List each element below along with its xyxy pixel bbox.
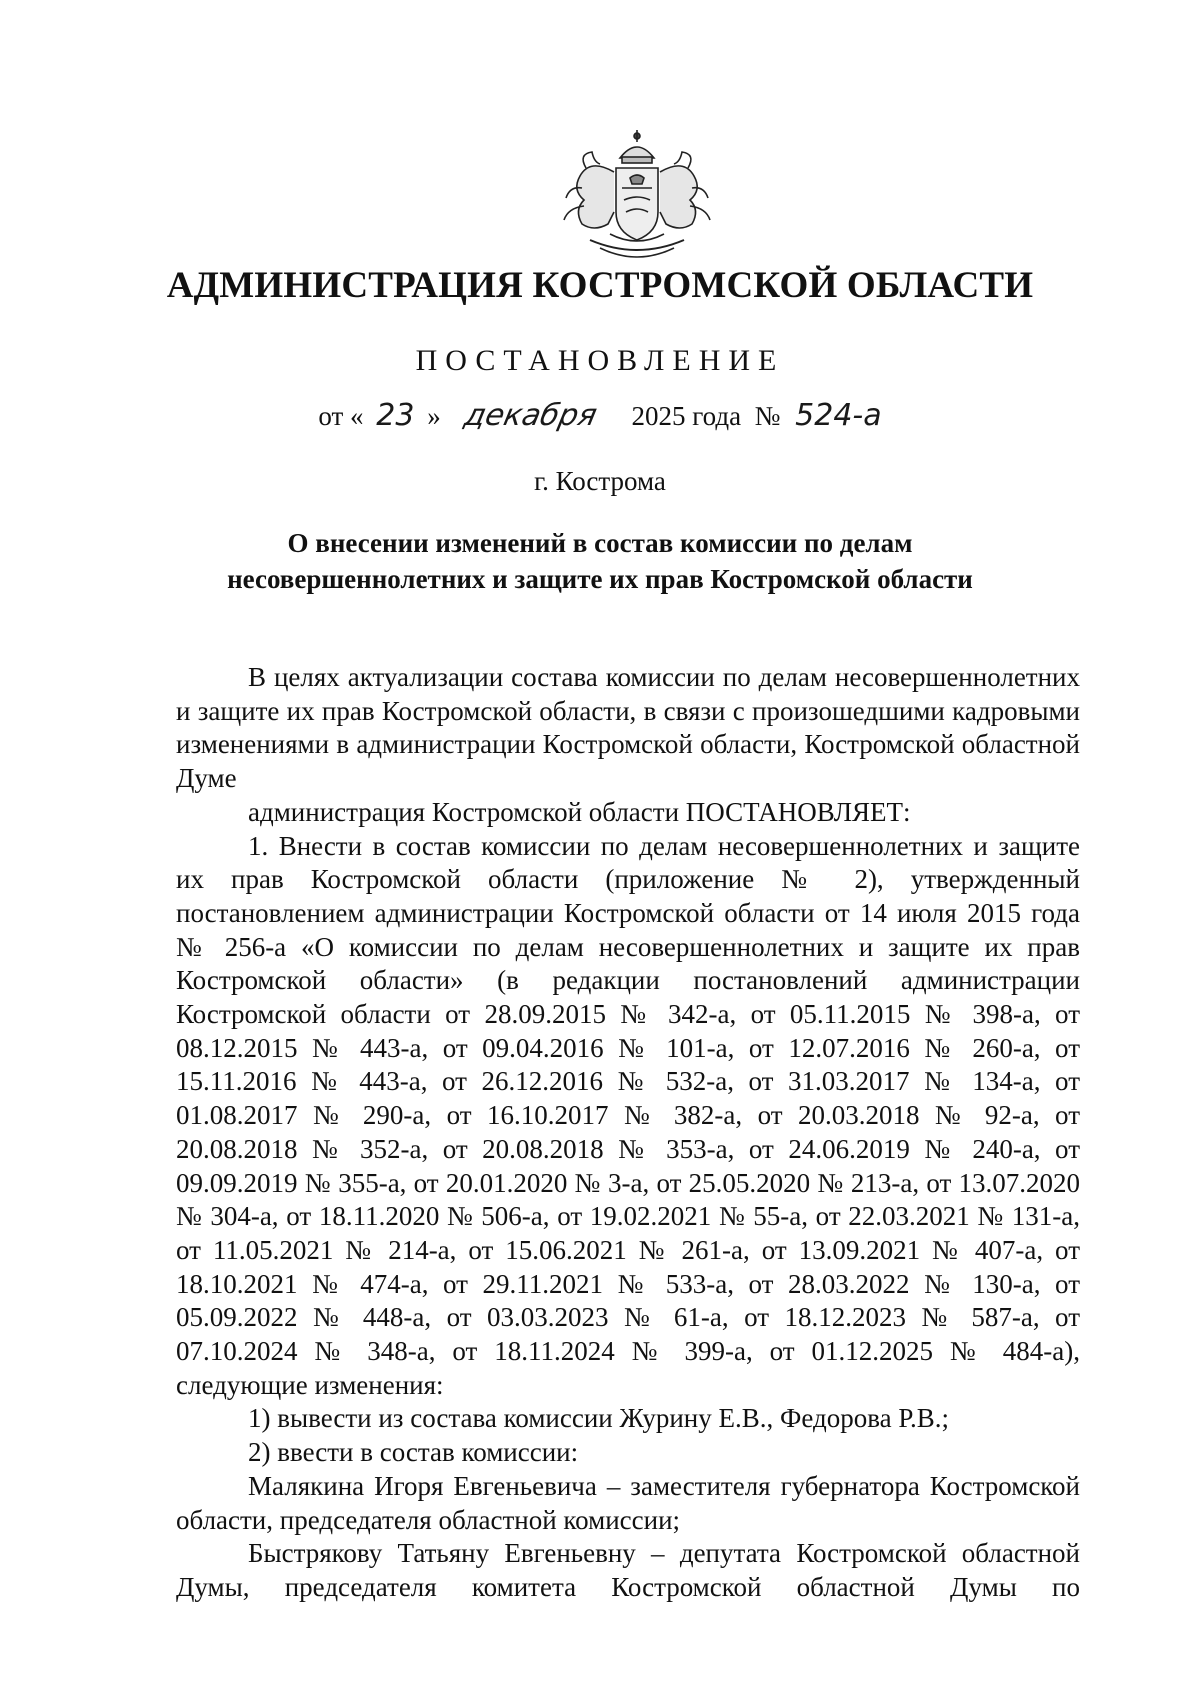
paragraph-preamble: В целях актуализации состава комиссии по делам несовершеннолетних и защите их прав Костромской области, в связи с произошедшими кадровыми изменениями в администрации Костромской области, Костромской областной Думе <box>176 662 1080 794</box>
paragraph-item-1: 1. Внести в состав комиссии по делам несовершеннолетних и защите их прав Костромской области (приложение № 2), утвержденный постановлением администрации Костромской области от 14 июля 2015 года № 256-а «О комиссии по делам несовершеннолетних и защите их прав Костромской области» (в редакции постановлений администрации Костромской области от 28.09.2015 № 342-а, от 05.11.2015 № 398-а, от 08.12.2015 № 443-а, от 09.04.2016 № 101-а, от 12.07.2016 № 260-а, от 15.11.2016 № 443-а, от 26.12.2016 № 532-а, от 31.03.2017 № 134-а, от 01.08.2017 № 290-а, от 16.10.2017 № 382-а, от 20.03.2018 № 92-а, от 20.08.2018 № 352-а, от 20.08.2018 № 353-а, от 24.06.2019 № 240-а, от 09.09.2019 № 355-а, от 20.01.2020 № 3-а, от 25.05.2020 № 213-а, от 13.07.2020 № 304-а, от 18.11.2020 № 506-а, от 19.02.2021 № 55-а, от 22.03.2021 № 131-а, от 11.05.2021 № 214-а, от 15.06.2021 № 261-а, от 13.09.2021 № 407-а, от 18.10.2021 № 474-а, от 29.11.2021 № 533-а, от 28.03.2022 № 130-а, от 05.09.2022 № 448-а, от 03.03.2023 № 61-а, от 18.12.2023 № 587-а, от 07.10.2024 № 348-а, от 18.11.2024 № 399-а, от 01.12.2025 № 484-а), следующие изменения: <box>176 830 1080 1400</box>
coat-of-arms-icon <box>550 128 725 273</box>
document-body <box>176 661 1080 1605</box>
city: г. Кострома <box>534 466 666 496</box>
document-number: 524-а <box>795 398 882 433</box>
number-prefix: № <box>754 401 781 431</box>
paragraph-member-2: Быстрякову Татьяну Евгеньевну – депутата Костромской областной Думы, председателя комитета Костромской областной Думы по <box>176 1538 1080 1602</box>
subject-line-1: О внесении изменений в состав комиссии по делам <box>287 528 913 558</box>
date-day: 23 <box>376 398 415 433</box>
paragraph-subitem-2: 2) ввести в состав комиссии: <box>248 1437 579 1468</box>
paragraph-member-1: Малякина Игоря Евгеньевича – заместителя губернатора Костромской области, председателя областной комиссии; <box>176 1470 1080 1535</box>
date-year: 2025 года <box>631 401 742 431</box>
date-mid: » <box>427 401 441 431</box>
date-prefix: от « <box>318 401 364 431</box>
date-month: декабря <box>461 398 601 433</box>
document-type: ПОСТАНОВЛЕНИЕ <box>415 344 785 377</box>
document-subject <box>0 525 1200 597</box>
paragraph-resolves: администрация Костромской области ПОСТАНОВЛЯЕТ: <box>248 796 911 827</box>
subject-line-2: несовершеннолетних и защите их прав Костромской области <box>227 564 973 594</box>
paragraph-subitem-1: 1) вывести из состава комиссии Журину Е.В., Федорова Р.В.; <box>248 1403 949 1434</box>
agency-name: АДМИНИСТРАЦИЯ КОСТРОМСКОЙ ОБЛАСТИ <box>166 265 1034 306</box>
date-number-line <box>0 398 1200 433</box>
